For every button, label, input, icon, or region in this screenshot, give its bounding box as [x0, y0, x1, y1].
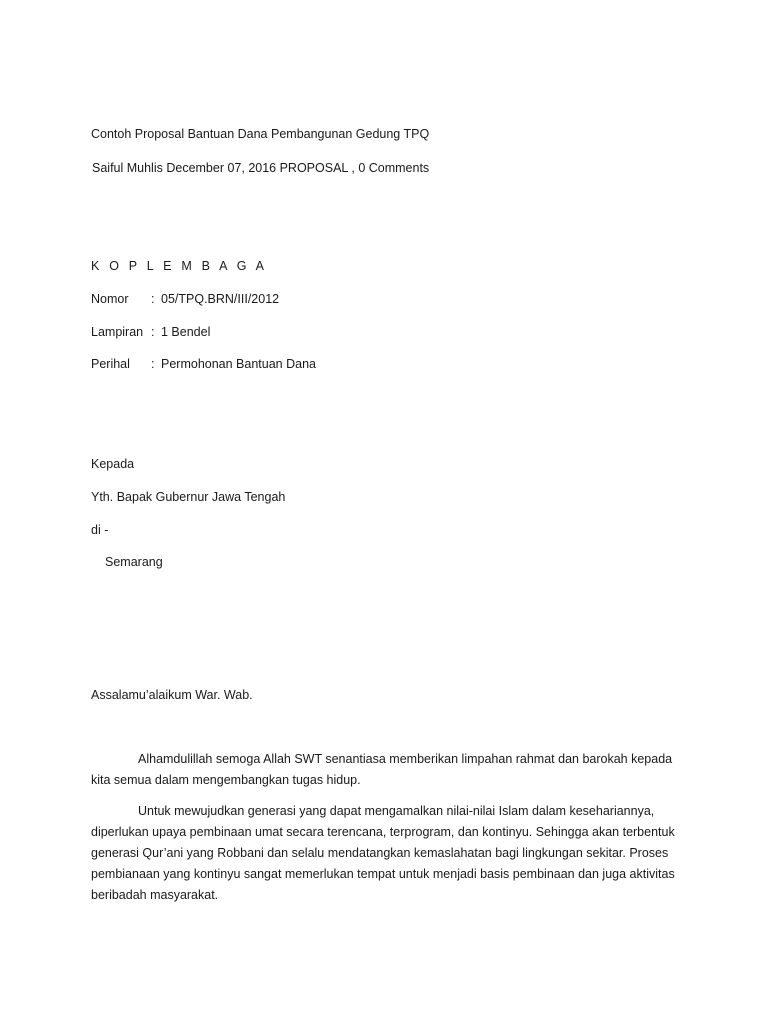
meta-label: Nomor [91, 292, 129, 306]
kop-lembaga: K O P L E M B A G A [91, 259, 268, 273]
greeting: Assalamu’alaikum War. Wab. [91, 688, 253, 702]
recipient-to: Kepada [91, 457, 135, 471]
meta-value: 05/TPQ.BRN/III/2012 [161, 292, 280, 306]
meta-label: Perihal [91, 357, 130, 371]
document-title: Contoh Proposal Bantuan Dana Pembangunan Gedung TPQ [91, 127, 430, 141]
meta-separator: : [151, 325, 155, 339]
recipient-name: Yth. Bapak Gubernur Jawa Tengah [91, 490, 286, 504]
body-paragraph: Alhamdulillah semoga Allah SWT senantiasa memberikan limpahan rahmat dan barokah kepada kita semua dalam mengembangkan tugas hidup. [91, 752, 673, 787]
meta-value: Permohonan Bantuan Dana [161, 357, 316, 371]
body-paragraph: Untuk mewujudkan generasi yang dapat mengamalkan nilai-nilai Islam dalam kesehariannya, diperlukan upaya pembinaan umat secara terencana, terprogram, dan kontinyu. Sehingga akan terbentuk generasi Qur’ani yang Robbani dan selalu mendatangkan kemaslahatan bagi lingkungan sekitar. Proses pembianaan yang kontinyu sangat memerlukan tempat untuk menjadi basis pembinaan dan juga aktivitas beribadah masyarakat. [91, 804, 675, 902]
meta-separator: : [151, 357, 155, 371]
meta-row-nomor [91, 291, 279, 307]
meta-row-lampiran [91, 324, 210, 340]
recipient-at: di - [91, 523, 109, 537]
byline: Saiful Muhlis December 07, 2016 PROPOSAL , 0 Comments [92, 161, 430, 175]
meta-value: 1 Bendel [161, 325, 211, 339]
meta-row-perihal [91, 356, 316, 372]
meta-label: Lampiran [91, 325, 144, 339]
meta-separator: : [151, 292, 155, 306]
recipient-city: Semarang [105, 555, 163, 569]
